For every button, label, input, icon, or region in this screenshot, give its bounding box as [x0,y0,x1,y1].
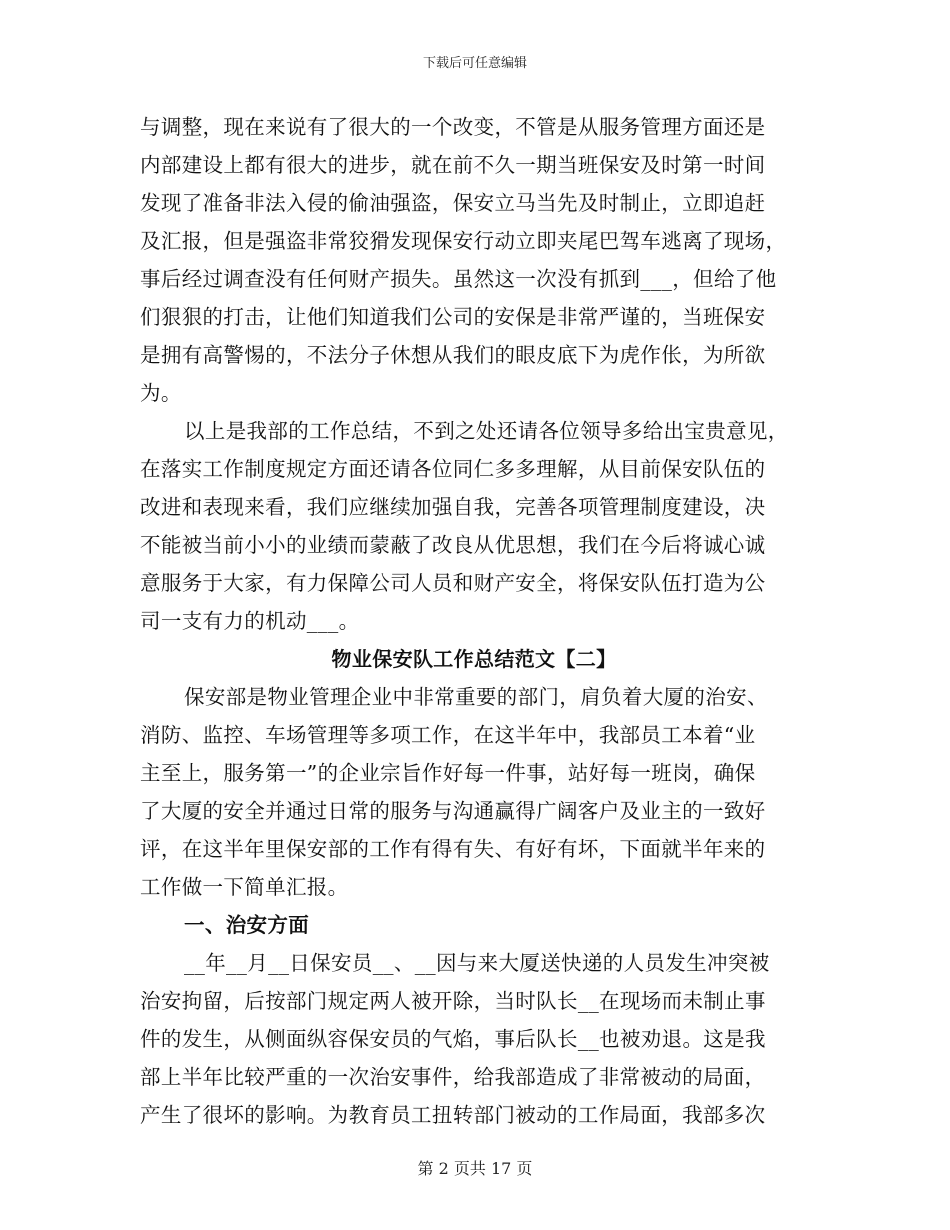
paragraph-line: 保安部是物业管理企业中非常重要的部门，肩负着大厦的治安、 [184,685,768,709]
paragraph-line: 及汇报，但是强盗非常狡猾发现保安行动立即夹尾巴驾车逃离了现场， [140,229,787,253]
paragraph-line: 不能被当前小小的业绩而蒙蔽了改良从优思想，我们在今后将诚心诚 [140,533,766,557]
paragraph-line: 内部建设上都有很大的进步，就在前不久一期当班保安及时第一时间 [140,153,766,177]
paragraph-line: 产生了很坏的影响。为教育员工扭转部门被动的工作局面，我部多次 [140,1103,766,1127]
paragraph-line: 意服务于大家，有力保障公司人员和财产安全，将保安队伍打造为公 [140,571,766,595]
paragraph-line: 主至上，服务第一”的企业宗旨作好每一件事，站好每一班岗，确保 [140,761,756,785]
paragraph-line: 部上半年比较严重的一次治安事件，给我部造成了非常被动的局面， [140,1065,766,1089]
paragraph-line: 们狠狠的打击，让他们知道我们公司的安保是非常严谨的，当班保安 [140,305,766,329]
paragraph-line: 件的发生，从侧面纵容保安员的气焰，事后队长__也被劝退。这是我 [140,1027,766,1051]
paragraph-line: 了大厦的安全并通过日常的服务与沟通赢得广阔客户及业主的一致好 [140,799,766,823]
paragraph-line: 司一支有力的机动___。 [140,609,360,633]
paragraph-line: 与调整，现在来说有了很大的一个改变，不管是从服务管理方面还是 [140,115,766,139]
paragraph-line: 是拥有高警惕的，不法分子休想从我们的眼皮底下为虎作伥，为所欲 [140,343,766,367]
subsection-heading: 一、治安方面 [184,913,310,937]
paragraph-line: 改进和表现来看，我们应继续加强自我，完善各项管理制度建设，决 [140,495,766,519]
paragraph-line: 以上是我部的工作总结，不到之处还请各位领导多给出宝贵意见， [184,419,789,443]
page-number: 第 2 页共 17 页 [417,1159,533,1178]
document-body [140,108,808,1134]
paragraph-line: 事后经过调查没有任何财产损失。虽然这一次没有抓到___，但给了他 [140,267,777,291]
paragraph-line: 消防、监控、车场管理等多项工作，在这半年中，我部员工本着“业 [140,723,756,747]
paragraph-line: 在落实工作制度规定方面还请各位同仁多多理解，从目前保安队伍的 [140,457,766,481]
paragraph-line: 为。 [140,381,182,405]
paragraph-line: __年__月__日保安员__、__因与来大厦送快递的人员发生冲突被 [184,951,770,975]
paragraph-line: 评，在这半年里保安部的工作有得有失、有好有坏，下面就半年来的 [140,837,766,861]
paragraph-line: 发现了准备非法入侵的偷油强盗，保安立马当先及时制止，立即追赶 [140,191,766,215]
page-header: 下载后可任意编辑 [422,56,527,71]
paragraph-line: 工作做一下简单汇报。 [140,875,349,899]
section-title: 物业保安队工作总结范文【二】 [331,647,617,671]
paragraph-line: 治安拘留，后按部门规定两人被开除，当时队长__在现场而未制止事 [140,989,766,1013]
